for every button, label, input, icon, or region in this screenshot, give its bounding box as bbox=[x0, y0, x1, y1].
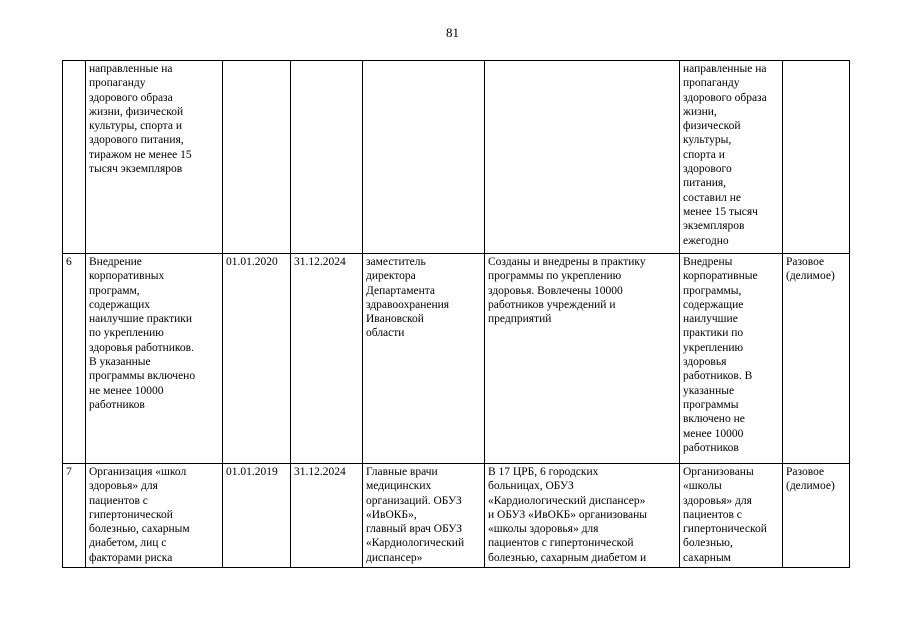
actual-result-cell: Внедрены корпоративные программы, содержащие наилучшие практики по укреплению здоровья работников. В указанные программы включено не менее 10000 работников bbox=[680, 254, 783, 464]
actual-result-cell: Организованы «школы здоровья» для пациентов с гипертонической болезнью, сахарным bbox=[680, 464, 783, 568]
table-row bbox=[63, 61, 850, 254]
event-cell: Организация «школ здоровья» для пациентов с гипертонической болезнью, сахарным диабетом, лиц с факторами риска bbox=[86, 464, 223, 568]
activities-table bbox=[62, 60, 850, 568]
event-cell: Внедрение корпоративных программ, содержащих наилучшие практики по укреплению здоровья работников. В указанные программы включено не менее 10000 работников bbox=[86, 254, 223, 464]
responsible-cell: заместитель директора Департамента здравоохранения Ивановской области bbox=[363, 254, 485, 464]
row-number-cell: 6 bbox=[63, 254, 86, 464]
expected-result-cell bbox=[485, 61, 680, 254]
responsible-cell: Главные врачи медицинских организаций. ОБУЗ «ИвОКБ», главный врач ОБУЗ «Кардиологический диспансер» bbox=[363, 464, 485, 568]
end-date-cell: 31.12.2024 bbox=[291, 254, 363, 464]
row-number-cell bbox=[63, 61, 86, 254]
table-row bbox=[63, 254, 850, 464]
expected-result-cell: В 17 ЦРБ, 6 городских больницах, ОБУЗ «Кардиологический диспансер» и ОБУЗ «ИвОКБ» организованы «школы здоровья» для пациентов с гипертонической болезнью, сахарным диабетом и bbox=[485, 464, 680, 568]
start-date-cell: 01.01.2019 bbox=[223, 464, 291, 568]
event-cell: направленные на пропаганду здорового образа жизни, физической культуры, спорта и здорового питания, тиражом не менее 15 тысяч экземпляров bbox=[86, 61, 223, 254]
start-date-cell: 01.01.2020 bbox=[223, 254, 291, 464]
start-date-cell bbox=[223, 61, 291, 254]
page-number: 81 bbox=[446, 25, 459, 40]
end-date-cell bbox=[291, 61, 363, 254]
type-cell bbox=[783, 61, 850, 254]
table-row bbox=[63, 464, 850, 568]
responsible-cell bbox=[363, 61, 485, 254]
type-cell: Разовое (делимое) bbox=[783, 254, 850, 464]
type-cell: Разовое (делимое) bbox=[783, 464, 850, 568]
expected-result-cell: Созданы и внедрены в практику программы по укреплению здоровья. Вовлечены 10000 работников учреждений и предприятий bbox=[485, 254, 680, 464]
end-date-cell: 31.12.2024 bbox=[291, 464, 363, 568]
row-number-cell: 7 bbox=[63, 464, 86, 568]
actual-result-cell: направленные на пропаганду здорового образа жизни, физической культуры, спорта и здорового питания, составил не менее 15 тысяч экземпляров ежегодно bbox=[680, 61, 783, 254]
